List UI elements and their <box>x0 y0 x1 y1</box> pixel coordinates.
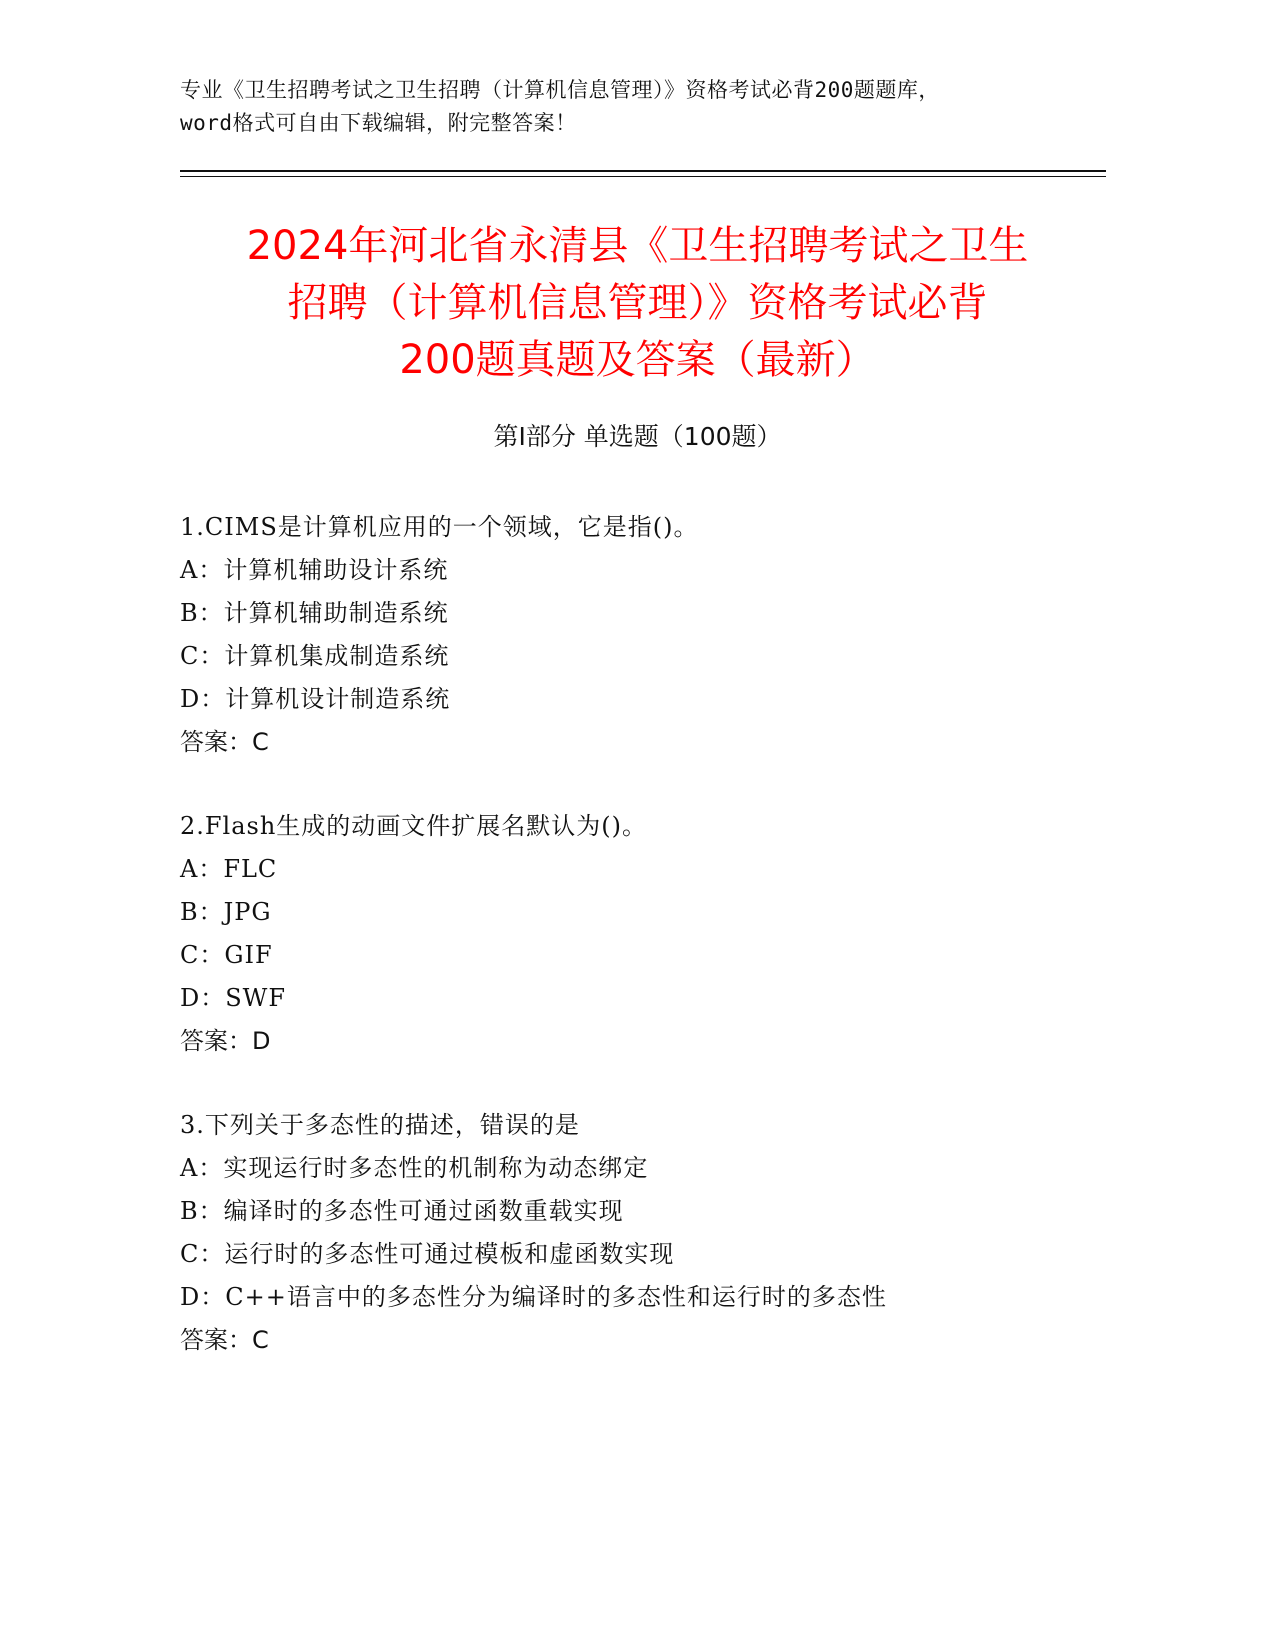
option-c: C：运行时的多态性可通过模板和虚函数实现 <box>180 1240 675 1268</box>
option-d: D：计算机设计制造系统 <box>180 685 451 713</box>
option-a: A：FLC <box>180 855 278 883</box>
answer-line: 答案：D <box>180 1027 271 1055</box>
header-divider-thick <box>180 170 1106 172</box>
header-note-line-2: word格式可自由下载编辑，附完整答案！ <box>180 111 577 135</box>
title-line-3: 200题真题及答案（最新） <box>399 337 876 383</box>
title-line-1: 2024年河北省永清县《卫生招聘考试之卫生 <box>246 223 1029 269</box>
option-b: B：JPG <box>180 898 272 926</box>
option-a: A：实现运行时多态性的机制称为动态绑定 <box>180 1154 649 1182</box>
document-title <box>160 218 1115 389</box>
option-b: B：计算机辅助制造系统 <box>180 599 449 627</box>
question-item <box>180 506 1120 764</box>
option-d: D：C++语言中的多态性分为编译时的多态性和运行时的多态性 <box>180 1283 887 1311</box>
header-note <box>180 74 1100 140</box>
option-c: C：计算机集成制造系统 <box>180 642 450 670</box>
question-stem: 3.下列关于多态性的描述，错误的是 <box>180 1111 580 1139</box>
option-c: C：GIF <box>180 941 273 969</box>
answer-line: 答案：C <box>180 1326 269 1354</box>
question-item <box>180 1104 1120 1362</box>
question-stem: 1.CIMS是计算机应用的一个领域，它是指()。 <box>180 513 699 541</box>
answer-line: 答案：C <box>180 728 269 756</box>
option-b: B：编译时的多态性可通过函数重载实现 <box>180 1197 624 1225</box>
option-d: D：SWF <box>180 984 287 1012</box>
header-divider-thin <box>180 176 1106 177</box>
question-item <box>180 805 1120 1063</box>
question-stem: 2.Flash生成的动画文件扩展名默认为()。 <box>180 812 648 840</box>
section-heading: 第Ⅰ部分 单选题（100题） <box>493 422 782 451</box>
question-list <box>180 506 1120 1403</box>
title-line-2: 招聘（计算机信息管理）》资格考试必背 <box>287 280 988 326</box>
header-note-line-1: 专业《卫生招聘考试之卫生招聘（计算机信息管理）》资格考试必背200题题库， <box>180 78 940 102</box>
option-a: A：计算机辅助设计系统 <box>180 556 449 584</box>
